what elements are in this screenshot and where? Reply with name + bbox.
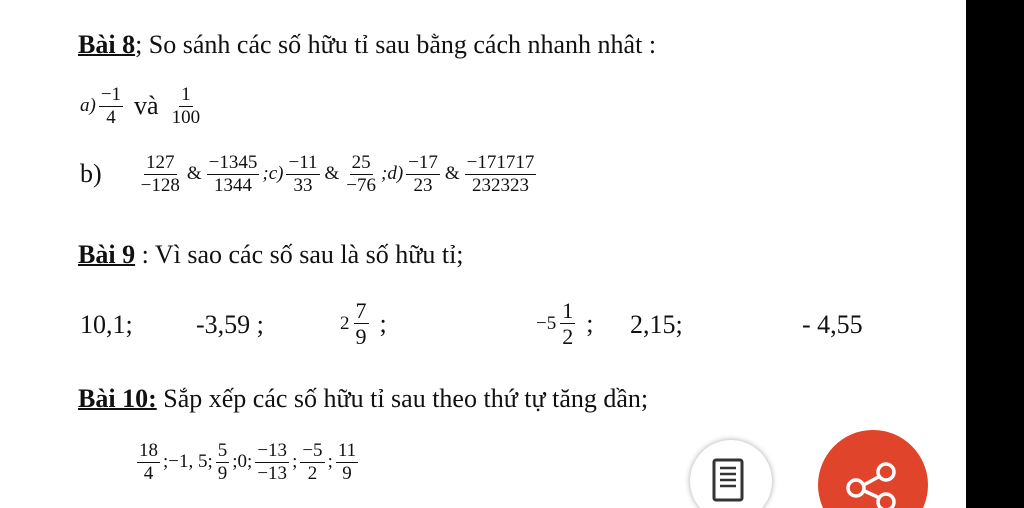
bai10-text: Sắp xếp các số hữu tỉ sau theo thứ tự tăng dần; — [156, 384, 649, 413]
denominator: −128 — [140, 174, 180, 196]
denominator: 4 — [106, 106, 116, 128]
share-button[interactable] — [818, 430, 928, 508]
numerator: −11 — [288, 152, 318, 173]
part-a-label: a) — [80, 95, 96, 117]
fraction — [216, 440, 230, 485]
numerator: 11 — [337, 440, 357, 461]
fraction — [336, 440, 358, 485]
fraction — [344, 152, 378, 197]
ampersand: & — [444, 163, 460, 185]
part-c-label: ;c) — [262, 163, 284, 185]
fraction — [286, 152, 319, 197]
document-list-icon — [690, 440, 772, 508]
numerator: 1 — [181, 84, 191, 105]
fraction — [560, 298, 575, 350]
bai10-sequence — [134, 440, 361, 485]
numerator: 25 — [351, 152, 371, 173]
fraction — [139, 152, 182, 197]
denominator: 33 — [293, 174, 313, 196]
number-item: - 4,55 — [802, 310, 863, 339]
separator: ; — [379, 308, 387, 338]
ampersand: & — [186, 163, 202, 185]
numerator: 5 — [217, 440, 228, 461]
separator: ; — [586, 308, 594, 338]
share-icon — [818, 430, 928, 508]
denominator: −76 — [346, 174, 376, 196]
denominator: 2 — [562, 324, 574, 350]
whole-part: −5 — [536, 312, 557, 334]
mixed-number-body — [536, 298, 578, 350]
separator: ;0; — [232, 451, 253, 473]
part-d-label: ;d) — [381, 163, 404, 185]
separator: ; — [292, 451, 298, 473]
number-item: -3,59 ; — [196, 310, 264, 339]
bai9-title: Bài 9 — [78, 240, 136, 269]
denominator: 9 — [342, 462, 352, 484]
bai9-heading — [78, 240, 464, 270]
fraction — [170, 84, 203, 129]
bai10-title: Bài 10: — [78, 384, 157, 413]
fraction — [255, 440, 289, 485]
denominator: 1344 — [214, 174, 253, 196]
bai8-parts-bcd — [80, 152, 539, 197]
document-list-button[interactable] — [690, 440, 772, 508]
number-item: 2,15; — [630, 310, 683, 339]
denominator: 4 — [143, 462, 154, 484]
denominator: 23 — [413, 174, 433, 196]
numerator: −1 — [100, 84, 122, 105]
ampersand: & — [324, 163, 340, 185]
fraction — [300, 440, 324, 485]
fraction — [137, 440, 160, 485]
mixed-number — [536, 298, 593, 350]
part-b-label: b) — [80, 159, 102, 189]
separator: ; — [327, 451, 333, 473]
fraction — [465, 152, 537, 197]
bai9-text: : Vì sao các số sau là số hữu tỉ; — [135, 240, 464, 269]
separator: ;−1, 5; — [163, 451, 213, 473]
numerator: −17 — [408, 152, 438, 173]
fraction — [99, 84, 123, 129]
number-item: 10,1; — [80, 310, 133, 339]
bai8-text: ; So sánh các số hữu tỉ sau bằng cách nhanh nhât : — [135, 30, 657, 59]
fraction — [406, 152, 440, 197]
denominator: 2 — [307, 462, 318, 484]
bai10-heading — [78, 384, 648, 414]
side-margin — [966, 0, 1024, 508]
and-word: và — [134, 91, 159, 121]
denominator: −13 — [257, 462, 288, 484]
numerator: −5 — [302, 440, 323, 461]
denominator: 100 — [171, 106, 201, 128]
mixed-number-body — [340, 298, 372, 350]
bai8-title: Bài 8 — [78, 30, 136, 59]
numerator: −13 — [257, 440, 288, 461]
numerator: 127 — [146, 152, 175, 173]
whole-part: 2 — [340, 312, 350, 334]
bai8-part-a — [80, 84, 205, 129]
numerator: −171717 — [466, 152, 535, 173]
bai8-heading — [78, 30, 656, 60]
numerator: −1345 — [208, 152, 258, 173]
numerator: 7 — [355, 298, 367, 323]
mixed-number — [340, 298, 387, 350]
denominator: 232323 — [472, 174, 530, 196]
denominator: 9 — [355, 324, 367, 350]
numerator: 18 — [139, 440, 158, 461]
numerator: 1 — [562, 298, 574, 323]
fraction — [207, 152, 260, 197]
denominator: 9 — [217, 462, 228, 484]
fraction — [354, 298, 369, 350]
